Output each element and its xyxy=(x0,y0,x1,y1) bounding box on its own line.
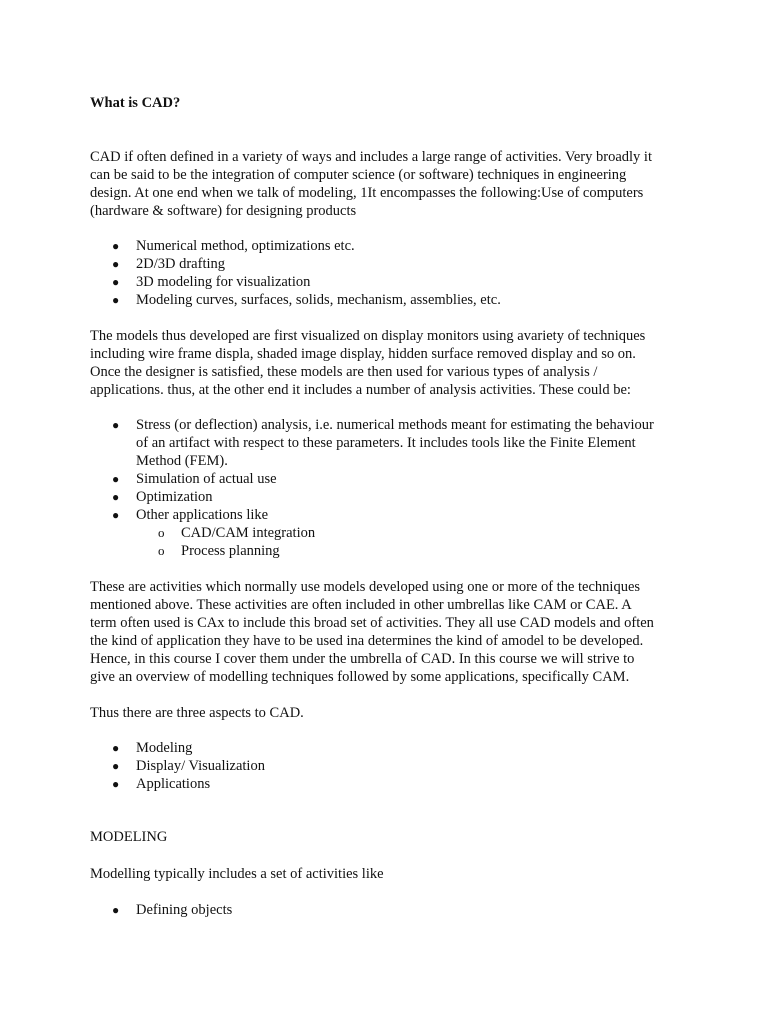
list-item: 3D modeling for visualization xyxy=(136,274,311,290)
list-item: Numerical method, optimizations etc. xyxy=(136,238,355,254)
list-item: Display/ Visualization xyxy=(136,758,265,774)
list-item: Applications xyxy=(136,776,211,792)
sub-bullet-icon: o xyxy=(158,543,165,558)
paragraph-line: Once the designer is satisfied, these models are then used for various types of analysis / xyxy=(90,364,598,380)
sub-bullet-icon: o xyxy=(158,525,165,540)
bullet-icon: ● xyxy=(112,239,120,253)
paragraph-line: the kind of application they have to be used ina determines the kind of amodel to be developed. xyxy=(90,633,644,649)
list-item: Modeling curves, surfaces, solids, mechanism, assemblies, etc. xyxy=(136,292,501,308)
paragraph-line: The models thus developed are first visualized on display monitors using avariety of techniques xyxy=(90,328,646,344)
bullet-icon: ● xyxy=(112,275,120,289)
bullet-icon: ● xyxy=(112,903,120,917)
paragraph-line: give an overview of modelling techniques followed by some applications, specifically CAM. xyxy=(90,669,630,685)
list-item: Other applications like xyxy=(136,507,269,523)
paragraph-line: can be said to be the integration of computer science (or software) techniques in engineering xyxy=(90,167,627,183)
bullet-icon: ● xyxy=(112,472,120,486)
paragraph-line: mentioned above. These activities are often included in other umbrellas like CAM or CAE. A xyxy=(90,597,632,613)
paragraph-line: including wire frame displa, shaded image display, hidden surface removed display and so on. xyxy=(90,346,636,362)
bullet-icon: ● xyxy=(112,490,120,504)
list-item: Simulation of actual use xyxy=(136,471,277,487)
list-item: Defining objects xyxy=(136,902,233,918)
paragraph-line: design. At one end when we talk of modeling, 1It encompasses the following:Use of computers xyxy=(90,185,644,201)
list-item-continuation: Method (FEM). xyxy=(136,453,228,469)
list-item: 2D/3D drafting xyxy=(136,256,225,272)
bullet-icon: ● xyxy=(112,293,120,307)
section-heading: MODELING xyxy=(90,829,168,845)
bullet-icon: ● xyxy=(112,759,120,773)
list-item-continuation: of an artifact with respect to these parameters. It includes tools like the Finite Element xyxy=(136,435,636,451)
paragraph-line: These are activities which normally use models developed using one or more of the techniques xyxy=(90,579,641,595)
list-item: Stress (or deflection) analysis, i.e. numerical methods meant for estimating the behaviour xyxy=(136,417,654,433)
paragraph-line: term often used is CAx to include this broad set of activities. They all use CAD models and often xyxy=(90,615,654,631)
paragraph-line: applications. thus, at the other end it includes a number of analysis activities. These could be: xyxy=(90,382,631,398)
list-item: Modeling xyxy=(136,740,193,756)
sub-list-item: Process planning xyxy=(181,543,280,559)
paragraph-line: (hardware & software) for designing products xyxy=(90,203,357,219)
bullet-icon: ● xyxy=(112,257,120,271)
paragraph-line: Thus there are three aspects to CAD. xyxy=(90,705,304,721)
paragraph-line: Modelling typically includes a set of activities like xyxy=(90,866,384,882)
list-item: Optimization xyxy=(136,489,213,505)
paragraph-line: CAD if often defined in a variety of ways and includes a large range of activities. Very broadly it xyxy=(90,149,652,165)
bullet-icon: ● xyxy=(112,741,120,755)
paragraph-line: Hence, in this course I cover them under the umbrella of CAD. In this course we will strive to xyxy=(90,651,635,667)
bullet-icon: ● xyxy=(112,508,120,522)
bullet-icon: ● xyxy=(112,418,120,432)
sub-list-item: CAD/CAM integration xyxy=(181,525,316,541)
page-title: What is CAD? xyxy=(90,95,181,111)
bullet-icon: ● xyxy=(112,777,120,791)
